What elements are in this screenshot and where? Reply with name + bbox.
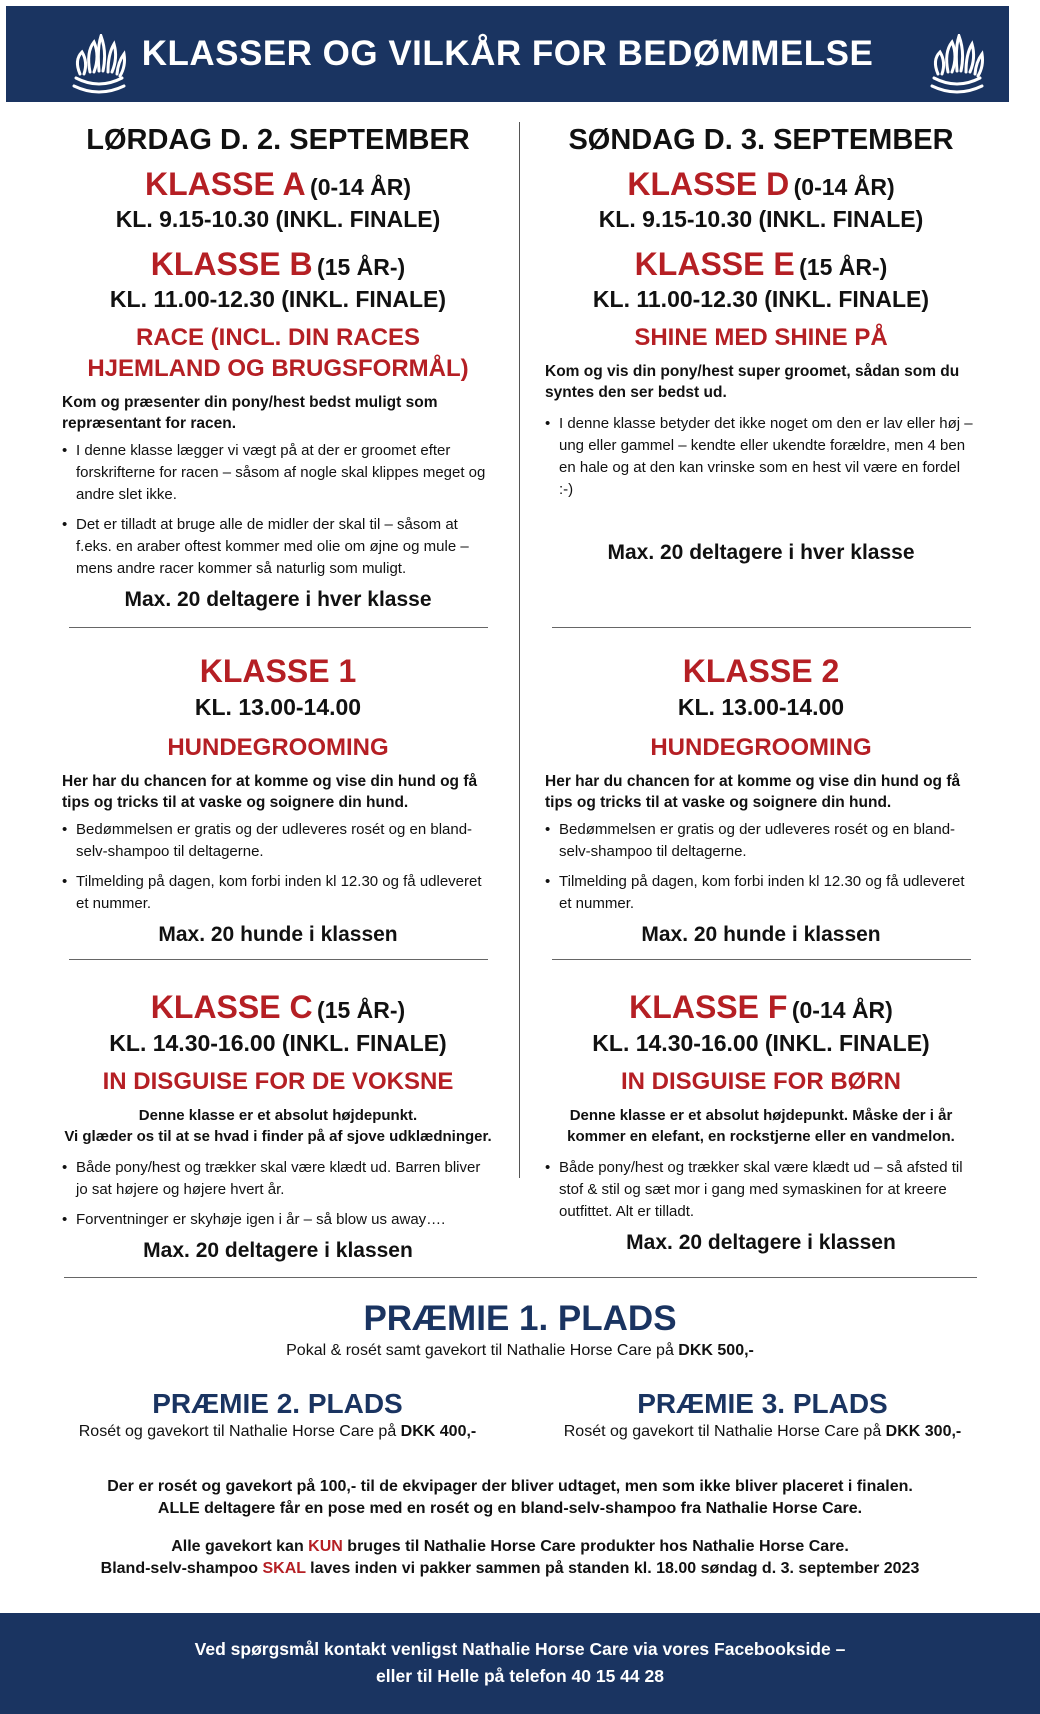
list-item: • I denne klasse lægger vi vægt på at der er groomet efter forskrifterne for racen – såsom af nogle skal klippes meget og andre slet ikke. [62,440,494,506]
header-banner [6,6,1009,102]
race-bullets [62,440,494,580]
class-1-subtitle: HUNDEGROOMING [167,734,389,761]
prize-first: PRÆMIE 1. PLADS Pokal & rosét samt gavekort til Nathalie Horse Care på DKK 500,- [286,1299,754,1359]
list-item: • Det er tilladt at bruge alle de midler der skal til – såsom at f.eks. en araber oftest kommer med olie om øjne og mule – mens andre racer kommer så naturlig som muligt. [62,514,494,580]
day-heading: SØNDAG D. 3. SEPTEMBER [568,124,954,156]
list-item: • Forventninger er skyhøje igen i år – så blow us away…. [62,1209,494,1231]
class-c-intro: Denne klasse er et absolut højdepunkt. Vi glæder os til at se hvad i finder på af sjove udklædninger. [64,1107,492,1145]
class-2-time: KL. 13.00-14.00 [677,694,845,720]
class-2-bullets [545,819,977,915]
class-e-time: KL. 11.00-12.30 (INKL. FINALE) [592,286,930,312]
section-divider [69,959,488,960]
shine-intro: Kom og vis din pony/hest super groomet, sådan som du syntes den ser bedst ud. [545,363,960,401]
shine-max: Max. 20 deltagere i hver klasse [607,541,915,564]
notes-gavekort: Alle gavekort kan KUN bruges til Nathalie Horse Care produkter hos Nathalie Horse Care. Bland-selv-shampoo SKAL laves inden vi pakker sammen på standen kl. 18.00 søndag d. 3. september 2023 [100,1538,920,1577]
crown-icon [70,34,128,94]
race-max: Max. 20 deltagere i hver klasse [124,588,432,611]
notes-roset: Der er rosét og gavekort på 100,- til de ekvipager der bliver udtaget, men som ikke bliver placeret i finalen. ALLE deltagere får en pose med en rosét og en bland-selv-shampoo fra Nathalie Horse Care. [107,1478,913,1517]
class-a-time: KL. 9.15-10.30 (INKL. FINALE) [115,206,441,232]
page-title: KLASSER OG VILKÅR FOR BEDØMMELSE [141,34,874,73]
day-heading: LØRDAG D. 2. SEPTEMBER [86,124,470,156]
prize-second: PRÆMIE 2. PLADS Rosét og gavekort til Nathalie Horse Care på DKK 400,- [78,1388,477,1440]
race-intro: Kom og præsenter din pony/hest bedst muligt som repræsentant for racen. [62,394,438,432]
class-c-time: KL. 14.30-16.00 (INKL. FINALE) [109,1030,447,1056]
class-2-title: KLASSE 2 [682,653,840,689]
class-f-bullets [545,1157,977,1223]
list-item: • Både pony/hest og trækker skal være klædt ud. Barren bliver jo sat højere og højere hvert år. [62,1157,494,1201]
list-item: • Tilmelding på dagen, kom forbi inden kl 12.30 og få udleveret et nummer. [62,871,494,915]
class-2-intro: Her har du chancen for at komme og vise din hund og få tips og tricks til at vaske og soignere din hund. [545,773,961,811]
crown-icon [928,34,986,94]
class-f-max: Max. 20 deltagere i klassen [626,1231,896,1254]
class-f-title: KLASSE F (0-14 ÅR) [629,989,893,1025]
class-a-title: KLASSE A (0-14 ÅR) [144,166,412,202]
class-e-title: KLASSE E (15 ÅR-) [634,246,888,282]
column-divider [519,122,520,1178]
class-f-intro: Denne klasse er et absolut højdepunkt. Måske der i år kommer en elefant, en rockstjerne eller en vandmelon. [567,1107,955,1145]
section-divider [552,959,971,960]
class-c-subtitle: IN DISGUISE FOR DE VOKSNE [102,1068,454,1095]
section-divider [69,627,488,628]
shine-bullets [545,413,977,501]
race-subtitle: RACE (INCL. DIN RACES HJEMLAND OG BRUGSFORMÅL) [87,324,469,382]
list-item: • Både pony/hest og trækker skal være klædt ud – så afsted til stof & stil og sæt mor i gang med symaskinen for at kreere outfittet. Alt er tilladt. [545,1157,977,1223]
section-divider [64,1277,977,1278]
class-1-title: KLASSE 1 [199,653,357,689]
list-item: • I denne klasse betyder det ikke noget om den er lav eller høj – ung eller gammel – kendte eller ukendte forældre, men 4 ben en hale og at den kan vrinske som en hest vil være en fordel :-) [545,413,977,501]
prize-third: PRÆMIE 3. PLADS Rosét og gavekort til Nathalie Horse Care på DKK 300,- [563,1388,962,1440]
footer-contact: Ved spørgsmål kontakt venligst Nathalie Horse Care via vores Facebookside – eller til Helle på telefon 40 15 44 28 [0,1613,1040,1714]
class-c-max: Max. 20 deltagere i klassen [143,1239,413,1262]
section-divider [552,627,971,628]
class-2-subtitle: HUNDEGROOMING [650,734,872,761]
class-d-time: KL. 9.15-10.30 (INKL. FINALE) [598,206,924,232]
class-f-time: KL. 14.30-16.00 (INKL. FINALE) [592,1030,930,1056]
shine-subtitle: SHINE MED SHINE PÅ [634,324,888,351]
class-1-bullets [62,819,494,915]
list-item: • Bedømmelsen er gratis og der udleveres rosét og en bland-selv-shampoo til deltagerne. [62,819,494,863]
class-c-title: KLASSE C (15 ÅR-) [150,989,406,1025]
class-b-title: KLASSE B (15 ÅR-) [150,246,406,282]
class-b-time: KL. 11.00-12.30 (INKL. FINALE) [109,286,447,312]
list-item: • Tilmelding på dagen, kom forbi inden kl 12.30 og få udleveret et nummer. [545,871,977,915]
class-1-time: KL. 13.00-14.00 [194,694,362,720]
class-c-bullets [62,1157,494,1231]
class-f-subtitle: IN DISGUISE FOR BØRN [620,1068,902,1095]
class-1-max: Max. 20 hunde i klassen [158,923,398,946]
list-item: • Bedømmelsen er gratis og der udleveres rosét og en bland-selv-shampoo til deltagerne. [545,819,977,863]
class-d-title: KLASSE D (0-14 ÅR) [627,166,895,202]
class-2-max: Max. 20 hunde i klassen [641,923,881,946]
class-1-intro: Her har du chancen for at komme og vise din hund og få tips og tricks til at vaske og soignere din hund. [62,773,478,811]
